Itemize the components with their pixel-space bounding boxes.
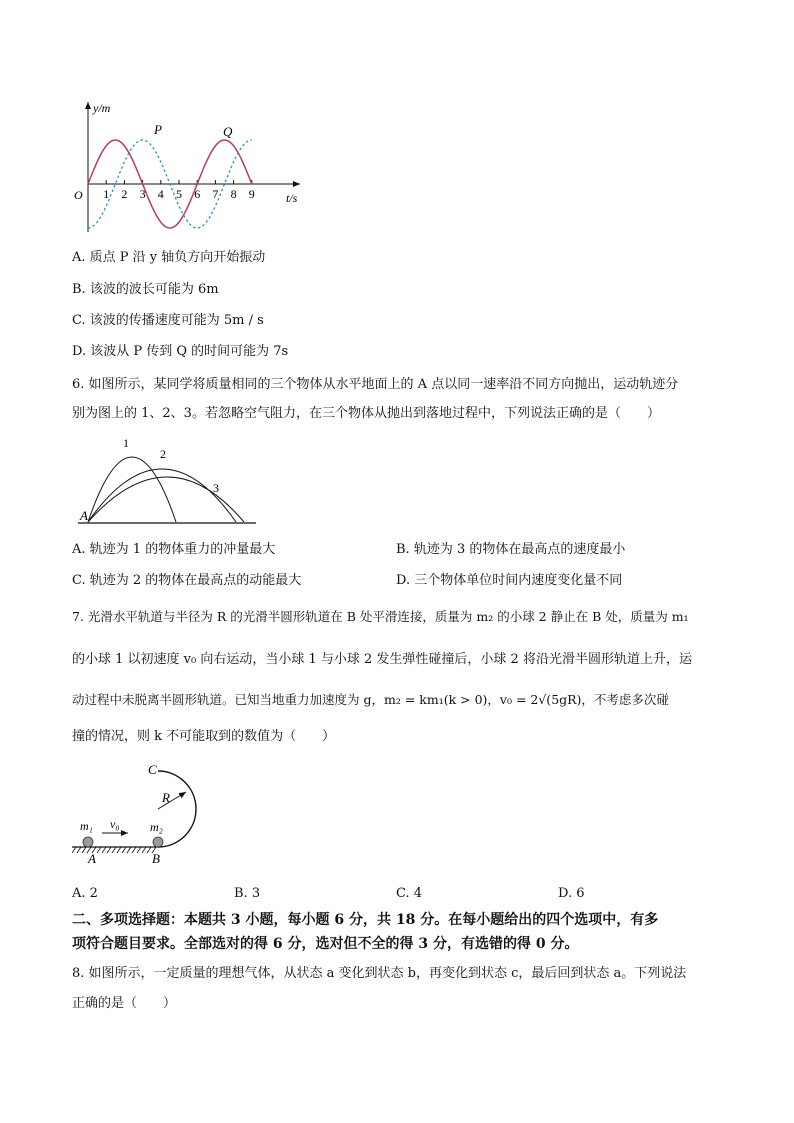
q7-line-2: 的小球 1 以初速度 v₀ 向右运动，当小球 1 与小球 2 发生弹性碰撞后，小球 2 将沿光滑半圆形轨道上升，运: [72, 652, 692, 667]
q7-option-a: A. 2: [72, 886, 98, 901]
q6-option-d: D. 三个物体单位时间内速度变化量不同: [396, 573, 623, 588]
label-v0: v₀: [110, 817, 120, 831]
x-tick-label: 1: [103, 187, 110, 201]
q6-line-1: 6. 如图所示，某同学将质量相同的三个物体从水平地面上的 A 点以同一速率沿不同方向抛出，运动轨迹分: [72, 377, 679, 392]
x-tick-label: 6: [194, 187, 201, 201]
q7-line-1: 7. 光滑水平轨道与半径为 R 的光滑半圆形轨道在 B 处平滑连接，质量为 m₂ 的小球 2 静止在 B 处，质量为 m₁: [72, 609, 689, 624]
ball-1: [83, 837, 93, 847]
q5-option-a: A. 质点 P 沿 y 轴负方向开始振动: [72, 250, 266, 265]
section2-line-1: 二、多项选择题：本题共 3 小题，每小题 6 分，共 18 分。在每小题给出的四个选项中，有多: [72, 912, 659, 928]
label-m2: m₂: [150, 820, 163, 834]
trajectory-3: [88, 477, 244, 522]
x-tick-label: 9: [248, 187, 255, 201]
track-hatching: [72, 847, 156, 853]
label-c: C: [148, 762, 157, 777]
wave-figure: [68, 98, 308, 238]
x-tick-label: 2: [121, 187, 128, 201]
trajectory-1: [88, 457, 176, 522]
label-q: Q: [223, 124, 233, 139]
label-a: A: [88, 851, 96, 866]
q6-option-a: A. 轨迹为 1 的物体重力的冲量最大: [72, 542, 276, 557]
q8-line-2: 正确的是（ ）: [72, 996, 177, 1011]
x-tick-label: 8: [230, 187, 237, 201]
q5-option-c: C. 该波的传播速度可能为 5m / s: [72, 313, 264, 328]
semicircle-figure: [72, 758, 222, 870]
section2-line-2: 项符合题目要求。全部选对的得 6 分，选对但不全的得 3 分，有选错的得 0 分。: [72, 936, 579, 952]
x-tick-label: 5: [176, 187, 182, 201]
q6-line-2: 别为图上的 1、2、3。若忽略空气阻力，在三个物体从抛出到落地过程中，下列说法正确的是（ ）: [72, 406, 660, 421]
trajectory-figure: [72, 432, 262, 528]
q8-line-1: 8. 如图所示，一定质量的理想气体，从状态 a 变化到状态 b，再变化到状态 c，最后回到状态 a。下列说法: [72, 966, 687, 981]
q5-option-d: D. 该波从 P 传到 Q 的时间可能为 7s: [72, 344, 289, 359]
x-tick-label: 3: [139, 187, 146, 201]
semicircle-track: [158, 771, 196, 847]
label-b: B: [152, 851, 160, 866]
y-axis-label: y/m: [93, 101, 111, 115]
q7-line-4: 撞的情况，则 k 不可能取到的数值为（ ）: [72, 729, 336, 744]
label-r: R: [162, 790, 170, 805]
q7-option-b: B. 3: [234, 886, 261, 901]
q7-line-3: 动过程中未脱离半圆形轨道。已知当地重力加速度为 g，m₂ = km₁(k > 0)，v₀ = 2√(5gR)，不考虑多次碰: [72, 692, 669, 707]
q5-option-b: B. 该波的波长可能为 6m: [72, 282, 219, 297]
q7-option-c: C. 4: [396, 886, 423, 901]
ball-2: [153, 837, 163, 847]
traj-3-label: 3: [213, 481, 219, 495]
traj-2-label: 2: [160, 447, 166, 461]
point-a-label: A: [80, 508, 88, 523]
traj-1-label: 1: [123, 436, 129, 450]
x-axis-label: t/s: [286, 191, 298, 205]
q7-option-d: D. 6: [558, 886, 585, 901]
label-m1: m₁: [80, 819, 93, 833]
x-tick-label: 7: [212, 187, 219, 201]
origin-label: O: [74, 188, 83, 202]
label-p: P: [154, 122, 162, 137]
q6-option-b: B. 轨迹为 3 的物体在最高点的速度最小: [396, 542, 626, 557]
x-tick-label: 4: [157, 187, 164, 201]
q6-option-c: C. 轨迹为 2 的物体在最高点的动能最大: [72, 573, 302, 588]
